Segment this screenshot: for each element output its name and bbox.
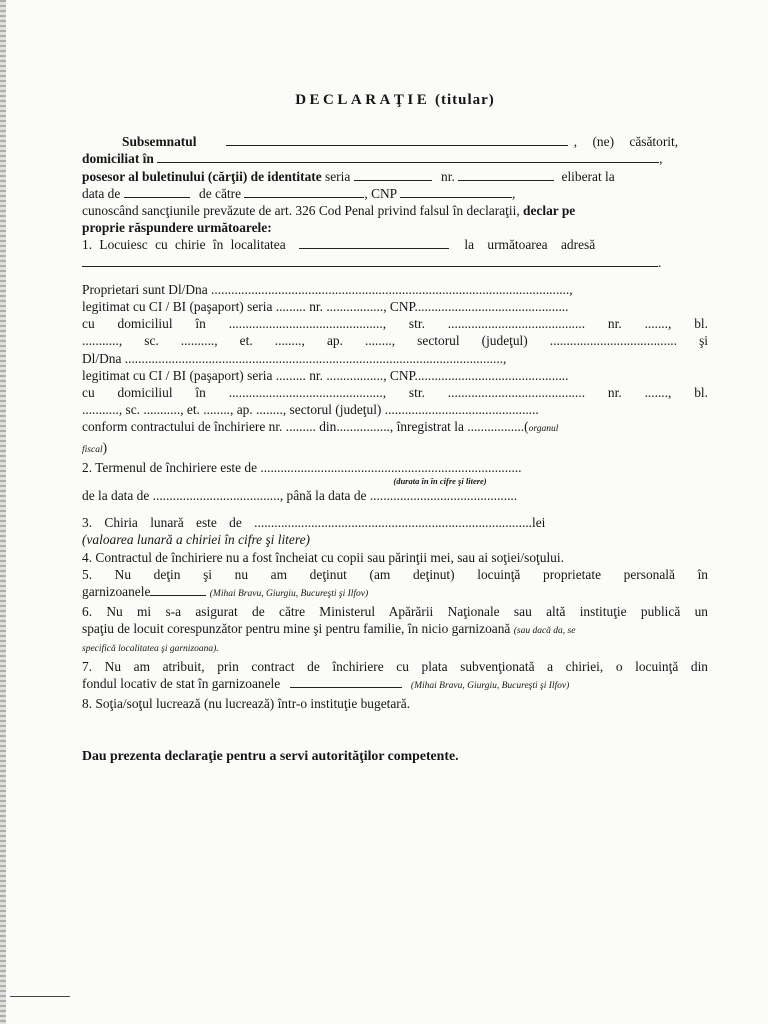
conclusion: Dau prezenta declaraţie pentru a servi autorităţilor competente. (82, 747, 459, 763)
owner1-id: legitimat cu CI / BI (paşaport) seria ......... nr. ................., CNP.............................................. (82, 299, 569, 315)
issue-line: data de de către , CNP , (82, 185, 516, 201)
owner1-domicile-detail: ..........., sc. .........., et. ........, ap. ........, sectorul (judeţul) ...................................... şi (82, 333, 708, 349)
point-7: 7. Nu am atribuit, prin contract de închiriere cu plata subvenţionată a chiriei, o locuinţă din (82, 658, 708, 674)
point-6: 6. Nu mi s-a asigurat de către Ministerul Apărării Naţionale sau altă instituţie publică un (82, 604, 708, 620)
contract-line: conform contractului de închiriere nr. ......... din................, înregistrat la .................(organul (82, 419, 559, 435)
point-4: 4. Contractul de închiriere nu a fost încheiat cu copii sau părinţii mei, sau ai soţiei/soţului. (82, 549, 564, 565)
scan-edge (0, 0, 6, 1024)
document-title: DECLARAŢIE (titular) (295, 92, 495, 108)
cnp-field[interactable] (400, 185, 512, 198)
id-line: posesor al buletinului (cărţii) de identitate seria nr. eliberat la (82, 168, 615, 184)
name-line: Subsemnatul , (ne) căsătorit, (122, 134, 679, 150)
point-2-dates: de la data de ......................................, până la data de ............................................ (82, 488, 518, 504)
address-field[interactable] (157, 150, 659, 163)
point-6-note: specifică localitatea şi garnizoana). (82, 643, 219, 654)
point-2: 2. Termenul de închiriere este de .............................................................................. (82, 459, 522, 475)
point-8: 8. Soţia/soţul lucrează (nu lucrează) într-o instituţie bugetară. (82, 696, 411, 712)
issue-date-field[interactable] (124, 185, 190, 198)
owner1-domicile: cu domiciliul în .............................................., str. ......................................... nr. ......., bl. (82, 316, 708, 332)
issuer-field[interactable] (244, 185, 364, 198)
declaration-form (82, 92, 708, 764)
point-5: 5. Nu deţin şi nu am deţinut (am deţinut) locuinţă proprietate personală în (82, 566, 708, 582)
point-1: 1. Locuiesc cu chirie în localitatea la următoarea adresă (82, 237, 596, 253)
sanctions-line: cunoscând sancţiunile prevăzute de art. 326 Cod Penal privind falsul în declaraţii, declar pe (82, 203, 576, 219)
footer-rule (10, 996, 70, 997)
garrison-field-5[interactable] (150, 583, 206, 596)
id-series-field[interactable] (354, 168, 432, 181)
id-number-field[interactable] (458, 168, 554, 181)
owner2-domicile-detail: ..........., sc. ..........., et. ........, ap. ........, sectorul (judeţul) .............................................. (82, 402, 539, 418)
contract-line-cont: fiscal) (82, 439, 108, 455)
point-3: 3. Chiria lunară este de ...................................................................................lei (82, 515, 546, 531)
point-5-cont: garnizoanele (Mihai Bravu, Giurgiu, Bucureşti şi Ilfov) (82, 584, 369, 600)
point-7-cont: fondul locativ de stat în garnizoanele (Mihai Bravu, Giurgiu, Bucureşti şi Ilfov) (82, 676, 570, 692)
point-6-cont: spaţiu de locuit corespunzător pentru mine şi pentru familie, în nicio garnizoană (sau dacă da, se (82, 621, 576, 637)
duration-note: (durata în în cifre şi litere) (393, 476, 487, 487)
rental-address-line: . (82, 254, 708, 271)
owner2-id: legitimat cu CI / BI (paşaport) seria ......... nr. ................., CNP.............................................. (82, 367, 569, 383)
name-field[interactable] (226, 133, 568, 146)
rent-note: (valoarea lunară a chiriei în cifre şi litere) (82, 532, 310, 548)
address-line: domiciliat în , (82, 151, 663, 167)
rental-address-field[interactable] (82, 254, 658, 267)
garrison-field-7[interactable] (290, 675, 402, 688)
owner2-domicile: cu domiciliul în .............................................., str. ......................................... nr. ......., bl. (82, 385, 708, 401)
owner2-name: Dl/Dna ................................................................................................................., (82, 350, 507, 366)
locality-field[interactable] (299, 236, 449, 249)
owner1-name: Proprietari sunt Dl/Dna ..........................................................................................................., (82, 281, 573, 297)
responsibility-line: proprie răspundere următoarele: (82, 220, 272, 236)
